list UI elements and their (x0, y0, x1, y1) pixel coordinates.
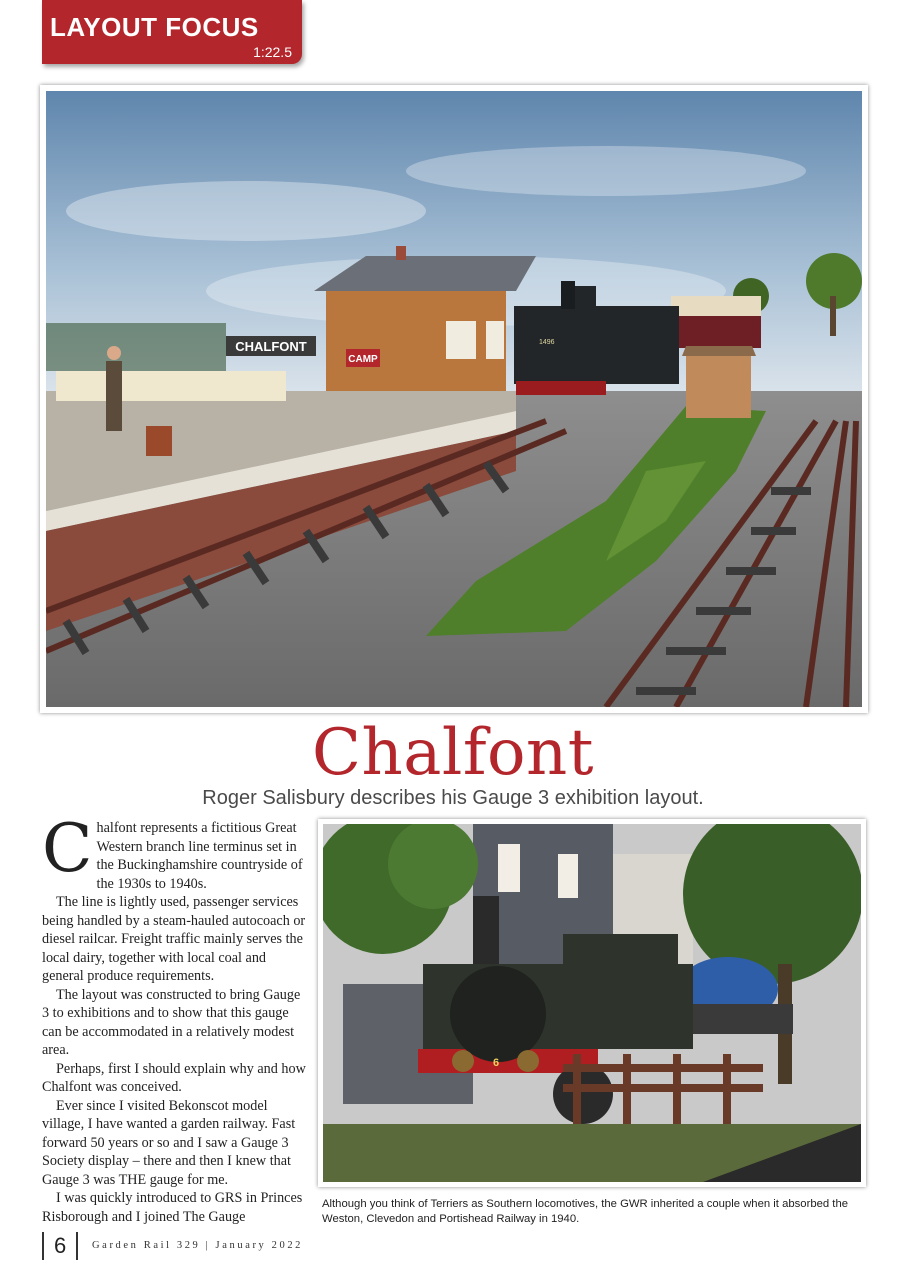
paragraph: The layout was constructed to bring Gauge 3 to exhibitions and to show that this gauge can be accommodated in a relatively modest area. (42, 986, 301, 1058)
hero-photo (40, 85, 868, 713)
hero-photo-image (46, 91, 862, 707)
paragraph-text: halfont represents a fictitious Great Western branch line terminus set in the Buckinghamshire countryside of the 1930s to 1940s. (96, 820, 303, 892)
publication-footer: Garden Rail 329 | January 2022 (92, 1240, 304, 1251)
page-number: 6 (42, 1232, 78, 1260)
article-body (42, 810, 306, 1226)
article-subtitle: Roger Salisbury describes his Gauge 3 exhibition layout. (202, 787, 704, 809)
poster-text: CAMP (348, 354, 378, 365)
paragraph (42, 810, 306, 893)
drop-cap: C (42, 810, 93, 887)
paragraph: The line is lightly used, passenger services being handled by a steam-hauled autocoach or diesel railcar. Freight traffic mainly serves the local dairy, together with local coal and general produce requirements. (42, 894, 306, 984)
section-tab (42, 0, 302, 64)
article-title: Chalfont (312, 716, 594, 790)
paragraph: Ever since I visited Bekonscot model village, I have wanted a garden railway. Fast forward 50 years or so and I saw a Gauge 3 Society display – there and then I knew that Gauge 3 was THE gauge for me. (42, 1097, 296, 1188)
inset-photo (318, 819, 866, 1187)
section-label: LAYOUT FOCUS (50, 12, 259, 42)
paragraph: Perhaps, first I should explain why and how Chalfont was conceived. (42, 1060, 306, 1095)
station-sign: CHALFONT (235, 339, 307, 354)
scale-label: 1:22.5 (253, 44, 292, 60)
loco-number-plate: 1496 (539, 339, 555, 346)
inset-loco-number: 6 (492, 1057, 500, 1069)
photo-caption: Although you think of Terriers as Southern locomotives, the GWR inherited a couple when it absorbed the Weston, Clevedon and Portishead Railway in 1940. (322, 1198, 849, 1225)
inset-photo-image (323, 824, 861, 1182)
paragraph: I was quickly introduced to GRS in Princes Risborough and I joined The Gauge (42, 1190, 303, 1225)
